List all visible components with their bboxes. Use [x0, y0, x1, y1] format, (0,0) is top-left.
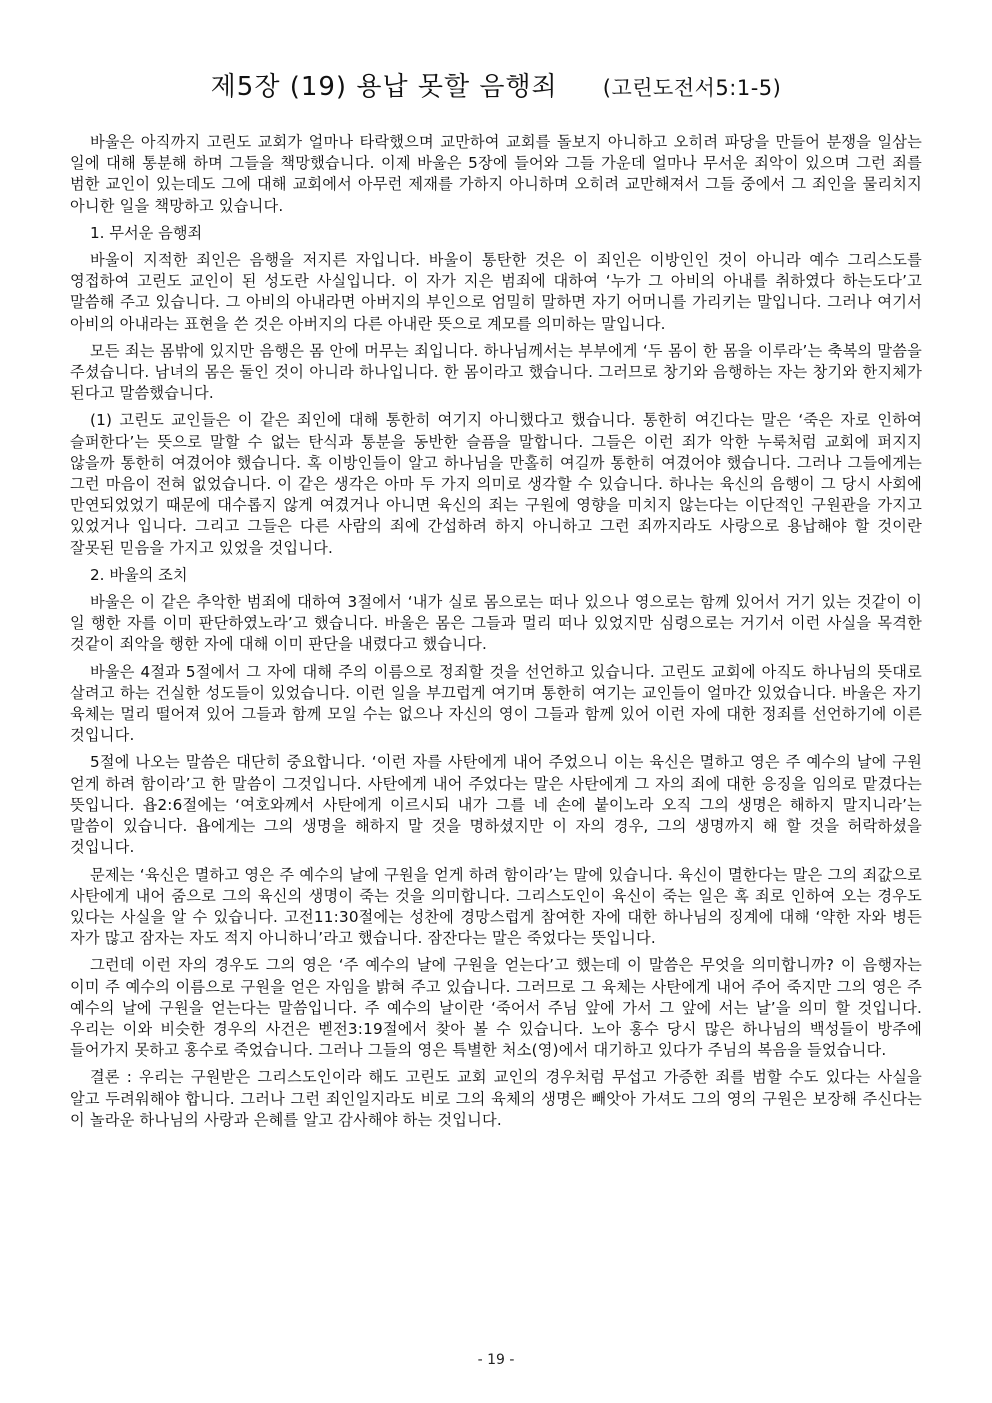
- body-text: [70, 132, 922, 1137]
- paragraph-conclusion: 결론 : 우리는 구원받은 그리스도인이라 해도 고린도 교회 교인의 경우처럼 무섭고 가증한 죄를 범할 수도 있다는 사실을 알고 두려워해야 합니다. 그러나 그런 죄인일지라도 비로 그의 육체의 생명은 빼앗아 가셔도 그의 영의 구원은 보장해 주신다는 이 놀라운 하나님의 사랑과 은혜를 알고 감사해야 하는 것입니다.: [70, 1068, 922, 1129]
- paragraph-intro: 바울은 아직까지 고린도 교회가 얼마나 타락했으며 교만하여 교회를 돌보지 아니하고 오히려 파당을 만들어 분쟁을 일삼는 일에 대해 통분해 하며 그들을 책망했습니다. 이제 바울은 5장에 들어와 그들 가운데 얼마나 무서운 죄악이 있으며 그런 죄를 범한 교인이 있는데도 그에 대해 교회에서 아무런 제재를 가하지 아니하며 오히려 교만해져서 그들 중에서 그 죄인을 물리치지 아니한 일을 책망하고 있습니다.: [70, 133, 922, 215]
- chapter-title: [70, 66, 922, 103]
- paragraph: 모든 죄는 몸밖에 있지만 음행은 몸 안에 머무는 죄입니다. 하나님께서는 부부에게 ‘두 몸이 한 몸을 이루라’는 축복의 말씀을 주셨습니다. 남녀의 몸은 둘인 것이 아니라 하나입니다. 한 몸이라고 했습니다. 그러므로 창기와 음행하는 자는 창기와 한지체가 된다고 말씀했습니다.: [70, 341, 922, 403]
- paragraph: 바울은 이 같은 추악한 범죄에 대하여 3절에서 ‘내가 실로 몸으로는 떠나 있으나 영으로는 함께 있어서 거기 있는 것같이 이 일 행한 자를 이미 판단하였노라’고 했습니다. 바울은 몸은 그들과 멀리 떠나 있었지만 심령으로는 거기서 이런 사실을 목격한 것같이 죄악을 행한 자에 대해 이미 판단을 내렸다고 했습니다.: [70, 593, 922, 654]
- paragraph: 5절에 나오는 말씀은 대단히 중요합니다. ‘이런 자를 사탄에게 내어 주었으니 이는 육신은 멸하고 영은 주 예수의 날에 구원 얻게 하려 함이라’고 한 말씀이 그것입니다. 사탄에게 내어 주었다는 말은 사탄에게 그 자의 죄에 대한 응징을 임의로 맡겼다는 뜻입니다. 욥2:6절에는 ‘여호와께서 사탄에게 이르시되 내가 그를 네 손에 붙이노라 오직 그의 생명은 해하지 말지니라’는 말씀이 있습니다. 욥에게는 그의 생명을 해하지 말 것을 명하셨지만 이 자의 경우, 그의 생명까지 해 할 것을 허락하셨을 것입니다.: [70, 753, 922, 857]
- paragraph: 바울은 4절과 5절에서 그 자에 대해 주의 이름으로 정죄할 것을 선언하고 있습니다. 고린도 교회에 아직도 하나님의 뜻대로 살려고 하는 건실한 성도들이 있었습니다. 이런 일을 부끄럽게 여기며 통한히 여기는 교인들이 얼마간 있었습니다. 바울은 자기 육체는 멀리 떨어져 있어 그들과 함께 모일 수는 없으나 자신의 영이 그들과 함께 있어 이런 자에 대한 정죄를 선언하기에 이른 것입니다.: [70, 662, 922, 745]
- paragraph: (1) 고린도 교인들은 이 같은 죄인에 대해 통한히 여기지 아니했다고 했습니다. 통한히 여긴다는 말은 ‘죽은 자로 인하여 슬퍼한다’는 뜻으로 말할 수 없는 탄식과 통분을 동반한 슬픔을 말합니다. 그들은 이런 죄가 악한 누룩처럼 교회에 퍼지지 않을까 통한히 여겼어야 했습니다. 혹 이방인들이 알고 하나님을 만홀히 여길까 통한히 여겼어야 했습니다. 그러나 그들에게는 그런 마음이 전혀 없었습니다. 이 같은 생각은 아마 두 가지 의미로 생각할 수 있습니다. 하나는 육신의 음행이 그 당시 사회에 만연되었었기 때문에 대수롭지 않게 여겼거나 아니면 육신의 죄는 구원에 영향을 미치지 않는다는 이단적인 구원관을 가지고 있었거나 입니다. 그리고 그들은 다른 사람의 죄에 간섭하려 하지 아니하고 그런 죄까지라도 사랑으로 용납해야 할 것이란 잘못된 믿음을 가지고 있었을 것입니다.: [70, 411, 922, 557]
- section-heading-1: 1. 무서운 음행죄: [90, 223, 203, 242]
- section-heading-2: 2. 바울의 조치: [90, 565, 188, 584]
- page-number: - 19 -: [477, 1352, 515, 1368]
- chapter-title-main: 제5장 (19) 용납 못할 음행죄: [210, 72, 558, 102]
- paragraph: 그런데 이런 자의 경우도 그의 영은 ‘주 예수의 날에 구원을 얻는다’고 했는데 이 말씀은 무엇을 의미합니까? 이 음행자는 이미 주 예수의 이름으로 구원을 얻은 자임을 밝혀 주고 있습니다. 그러므로 그 육체는 사탄에게 내어 주어 죽지만 그의 영은 주 예수의 날에 구원을 얻는다는 말씀입니다. 주 예수의 날이란 ‘죽어서 주님 앞에 가서 그 앞에 서는 날’을 의미 할 것입니다. 우리는 이와 비슷한 경우의 사건은 벧전3:19절에서 찾아 볼 수 있습니다. 노아 홍수 당시 많은 하나님의 백성들이 방주에 들어가지 못하고 홍수로 죽었습니다. 그러나 그들의 영은 특별한 처소(영)에서 대기하고 있다가 주님의 복음을 들었습니다.: [70, 956, 922, 1060]
- scripture-reference: (고린도전서5:1-5): [602, 76, 782, 100]
- document-page: [70, 0, 922, 1403]
- paragraph: 바울이 지적한 죄인은 음행을 저지른 자입니다. 바울이 통탄한 것은 이 죄인은 이방인인 것이 아니라 예수 그리스도를 영접하여 고린도 교인이 된 성도란 사실입니다. 이 자가 지은 범죄에 대하여 ‘누가 그 아비의 아내를 취하였다 하는도다’고 말씀해 주고 있습니다. 그 아비의 아내라면 아버지의 부인으로 엄밀히 말하면 자기 어머니를 가리키는 말입니다. 그러나 여기서 아비의 아내라는 표현을 쓴 것은 아버지의 다른 아내란 뜻으로 계모를 의미하는 말입니다.: [70, 251, 922, 333]
- paragraph: 문제는 ‘육신은 멸하고 영은 주 예수의 날에 구원을 얻게 하려 함이라’는 말에 있습니다. 육신이 멸한다는 말은 그의 죄값으로 사탄에게 내어 줌으로 그의 육신의 생명이 죽는 것을 의미합니다. 그리스도인이 육신이 죽는 일은 혹 죄로 인하여 오는 경우도 있다는 사실을 알 수 있습니다. 고전11:30절에는 성찬에 경망스럽게 참여한 자에 대한 하나님의 징계에 대해 ‘약한 자와 병든 자가 많고 잠자는 자도 적지 아니하니’라고 했습니다. 잠잔다는 말은 죽었다는 뜻입니다.: [70, 865, 922, 948]
